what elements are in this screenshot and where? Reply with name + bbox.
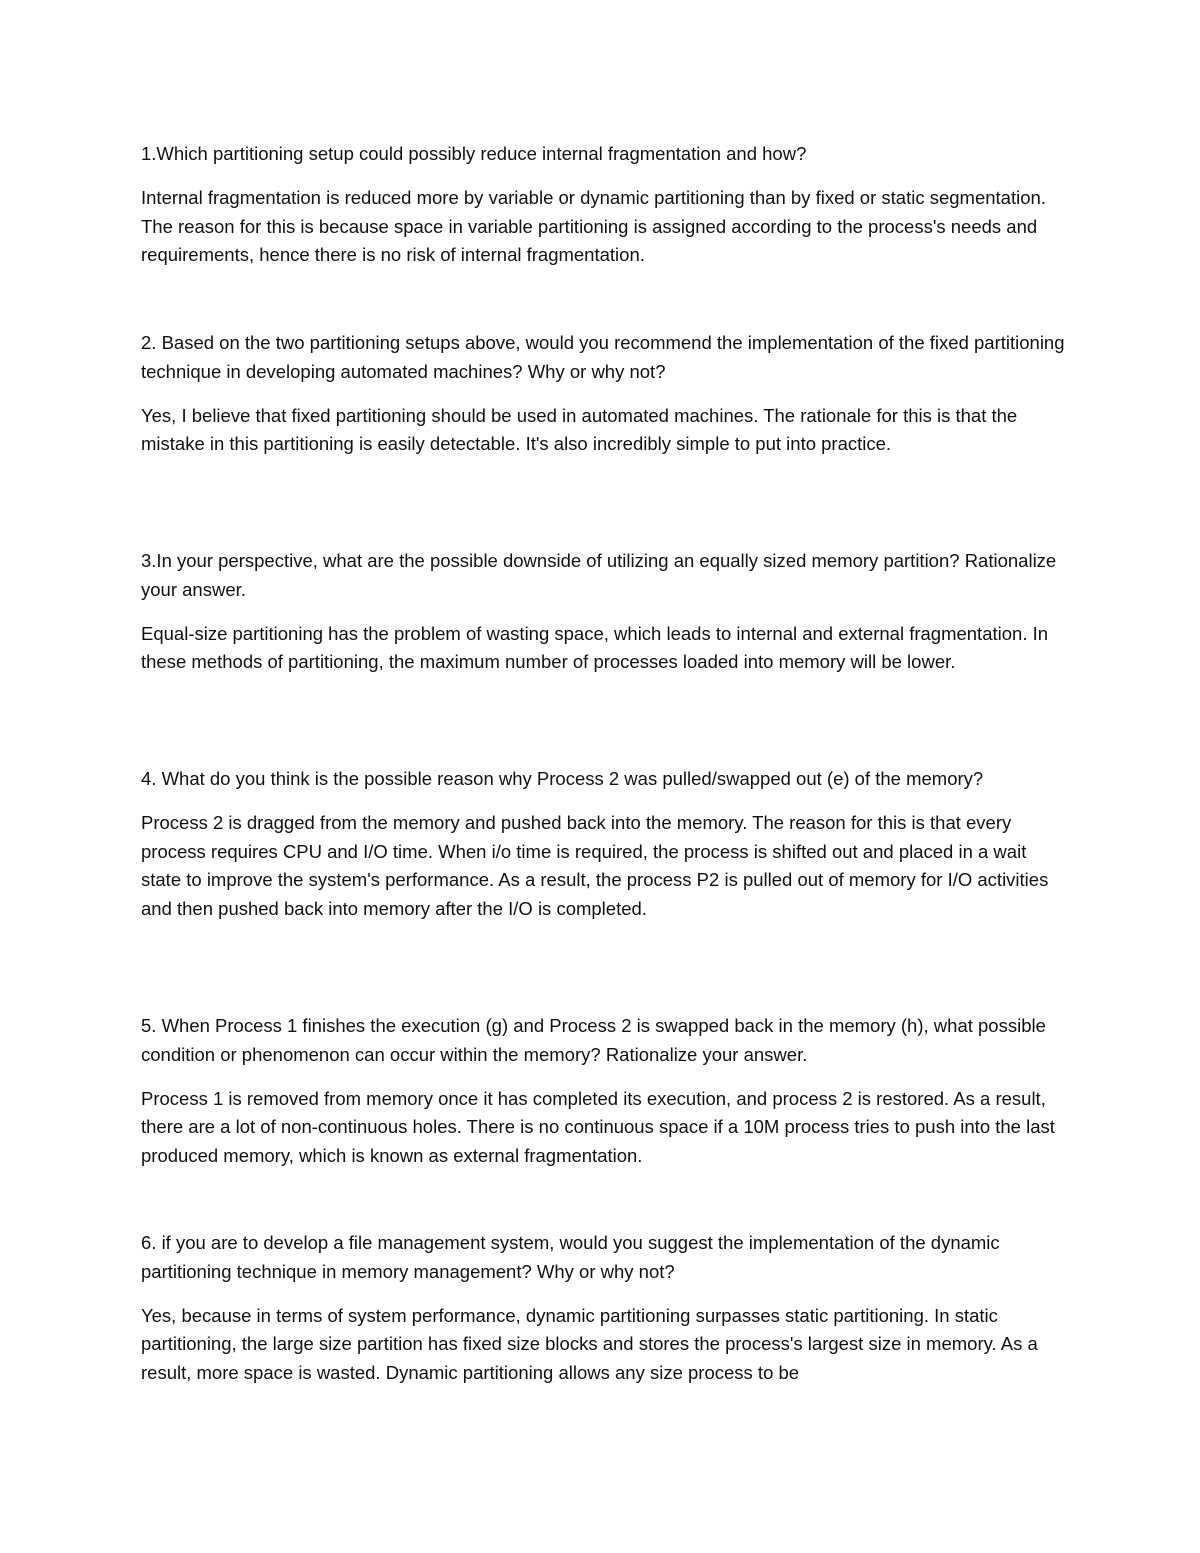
qa-item-5 (141, 1012, 1066, 1170)
answer-3: Equal-size partitioning has the problem of wasting space, which leads to internal and external fragmentation. In these methods of partitioning, the maximum number of processes loaded into memory will be lower. (141, 622, 1049, 673)
qa-item-4 (141, 765, 1066, 923)
question-6: 6. if you are to develop a file management system, would you suggest the implementation of the dynamic partitioning technique in memory management? Why or why not? (141, 1232, 1000, 1282)
answer-1: Internal fragmentation is reduced more by variable or dynamic partitioning than by fixed or static segmentation. The reason for this is because space in variable partitioning is assigned according to the process's needs and requirements, hence there is no risk of internal fragmentation. (141, 187, 1046, 266)
qa-item-2 (141, 329, 1066, 459)
qa-item-3 (141, 547, 1066, 677)
question-4: 4. What do you think is the possible reason why Process 2 was pulled/swapped out (e) of the memory? (141, 768, 984, 789)
question-3: 3.In your perspective, what are the possible downside of utilizing an equally sized memory partition? Rationalize your answer. (141, 550, 1057, 600)
question-5: 5. When Process 1 finishes the execution (g) and Process 2 is swapped back in the memory (h), what possible condition or phenomenon can occur within the memory? Rationalize your answer. (141, 1015, 1046, 1065)
answer-4: Process 2 is dragged from the memory and pushed back into the memory. The reason for this is that every process requires CPU and I/O time. When i/o time is required, the process is shifted out and placed in a wait state to improve the system's performance. As a result, the process P2 is pulled out of memory for I/O activities and then pushed back into memory after the I/O is completed. (141, 812, 1049, 919)
answer-2: Yes, I believe that fixed partitioning should be used in automated machines. The rationale for this is that the mistake in this partitioning is easily detectable. It's also incredibly simple to put into practice. (141, 404, 1018, 455)
answer-6: Yes, because in terms of system performance, dynamic partitioning surpasses static partitioning. In static partitioning, the large size partition has fixed size blocks and stores the process's largest size in memory. As a result, more space is wasted. Dynamic partitioning allows any size process to be (141, 1304, 1038, 1383)
question-1: 1.Which partitioning setup could possibly reduce internal fragmentation and how? (141, 143, 807, 164)
qa-item-1 (141, 140, 1066, 270)
question-2: 2. Based on the two partitioning setups above, would you recommend the implementation of the fixed partitioning technique in developing automated machines? Why or why not? (141, 332, 1065, 382)
qa-item-6 (141, 1229, 1066, 1387)
answer-5: Process 1 is removed from memory once it has completed its execution, and process 2 is restored. As a result, there are a lot of non-continuous holes. There is no continuous space if a 10M process tries to push into the last produced memory, which is known as external fragmentation. (141, 1087, 1055, 1166)
